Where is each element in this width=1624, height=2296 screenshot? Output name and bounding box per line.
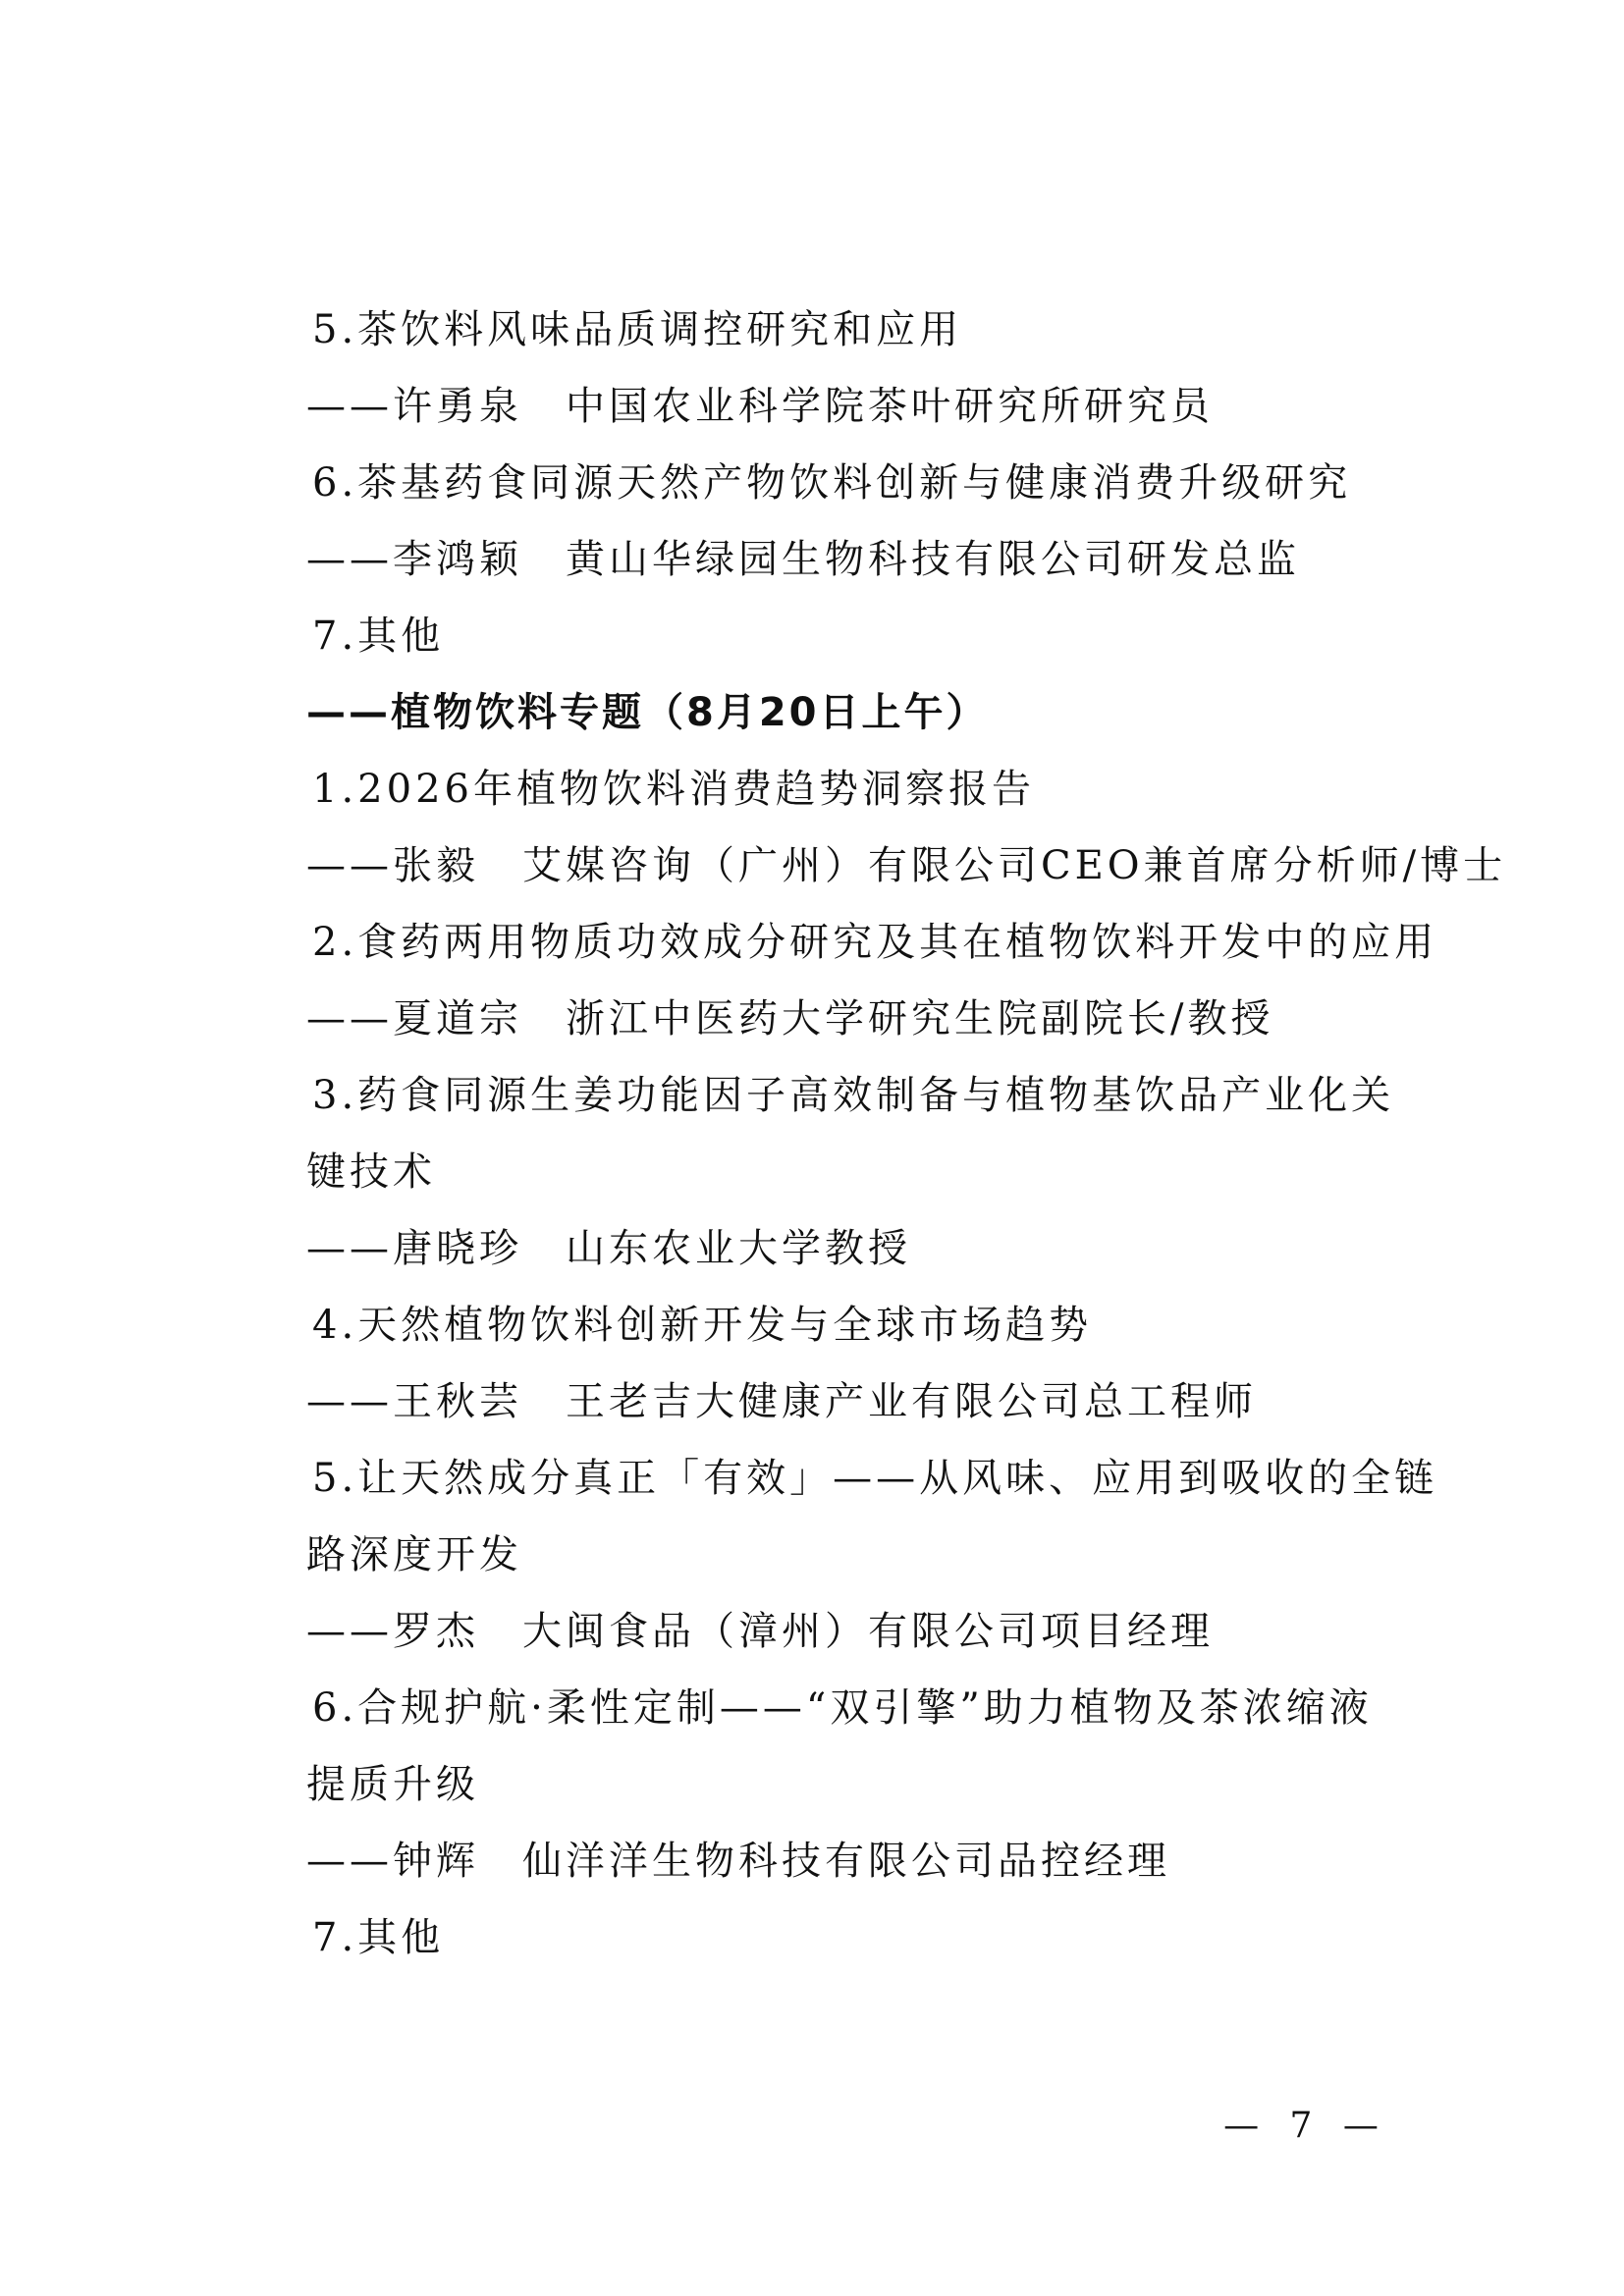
page-number: — 7 —	[1223, 2106, 1388, 2146]
speaker-line: ——罗杰 大闽食品（漳州）有限公司项目经理	[306, 1609, 1214, 1654]
speaker-line: ——钟辉 仙洋洋生物科技有限公司品控经理	[306, 1839, 1170, 1884]
agenda-item: 4.天然植物饮料创新开发与全球市场趋势	[312, 1303, 1093, 1348]
agenda-item: 1.2026年植物饮料消费趋势洞察报告	[312, 767, 1035, 812]
agenda-item: 7.其他	[312, 614, 445, 659]
agenda-item: 5.茶饮料风味品质调控研究和应用	[312, 307, 963, 352]
speaker-line: ——唐晓珍 山东农业大学教授	[306, 1226, 911, 1271]
agenda-item: 2.食药两用物质功效成分研究及其在植物饮料开发中的应用	[312, 920, 1438, 965]
speaker-line: ——许勇泉 中国农业科学院茶叶研究所研究员	[306, 384, 1214, 429]
agenda-item: 6.茶基药食同源天然产物饮料创新与健康消费升级研究	[312, 460, 1352, 506]
agenda-item-continued: 键技术	[306, 1149, 436, 1195]
speaker-line: ——张毅 艾媒咨询（广州）有限公司CEO兼首席分析师/博士	[306, 843, 1507, 888]
speaker-line: ——王秋芸 王老吉大健康产业有限公司总工程师	[306, 1379, 1257, 1424]
section-heading: ——植物饮料专题（8月20日上午）	[306, 690, 989, 735]
speaker-line: ——李鸿颖 黄山华绿园生物科技有限公司研发总监	[306, 537, 1300, 582]
agenda-item: 5.让天然成分真正「有效」——从风味、应用到吸收的全链	[312, 1456, 1438, 1501]
speaker-line: ——夏道宗 浙江中医药大学研究生院副院长/教授	[306, 996, 1274, 1041]
agenda-item: 6.合规护航·柔性定制——“双引擎”助力植物及茶浓缩液	[312, 1685, 1373, 1731]
agenda-item-continued: 路深度开发	[306, 1532, 522, 1577]
agenda-item: 7.其他	[312, 1915, 445, 1960]
agenda-item-continued: 提质升级	[306, 1762, 479, 1807]
agenda-item: 3.药食同源生姜功能因子高效制备与植物基饮品产业化关	[312, 1073, 1395, 1118]
